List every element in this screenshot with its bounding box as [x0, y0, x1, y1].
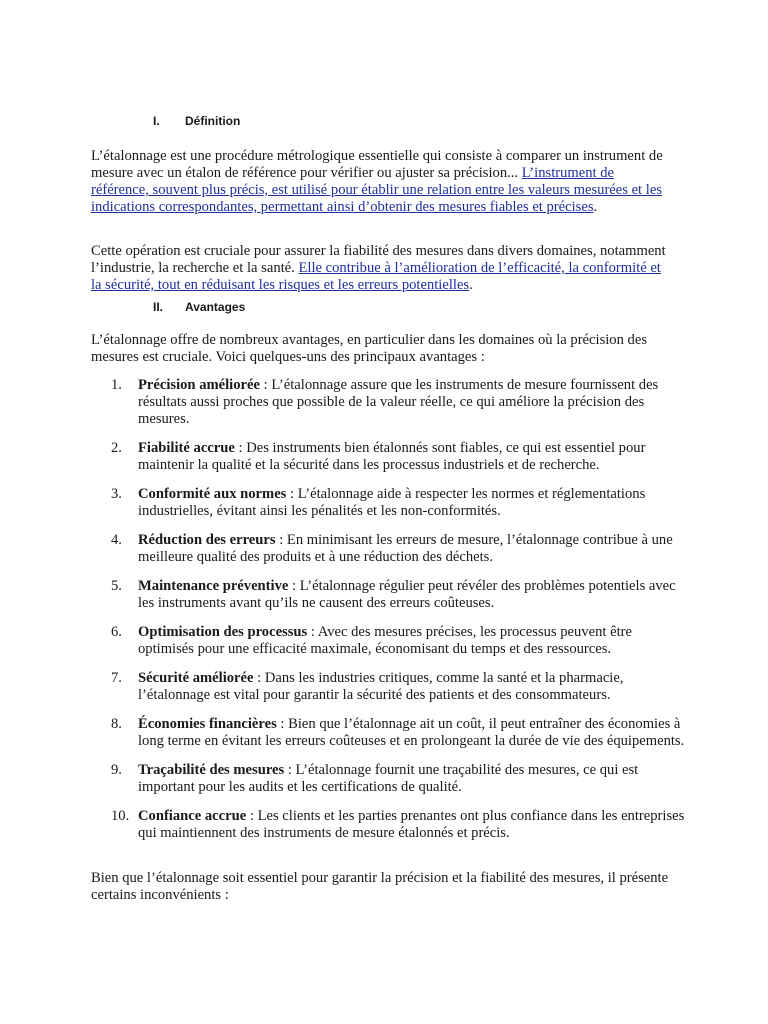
hyperlink-text[interactable]: Elle contribue à l’amélioration de l’efficacité, la conformité et la sécurité, tout en réduisant les risques et les erreurs potentielles	[91, 260, 661, 293]
section-number: I.	[153, 114, 160, 128]
item-term: Optimisation des processus	[138, 624, 308, 640]
item-term: Réduction des erreurs	[138, 532, 276, 548]
list-item	[91, 670, 691, 704]
item-description: : Bien que l’étalonnage ait un coût, il peut entraîner des économies à long terme en évitant les erreurs coûteuses et en prolongeant la durée de vie des équipements.	[138, 716, 685, 749]
item-term: Sécurité améliorée	[138, 670, 254, 686]
definition-paragraph-2	[91, 243, 671, 294]
item-description: : L’étalonnage assure que les instruments de mesure fournissent des résultats aussi proches que possible de la valeur réelle, ce qui améliore la précision des mesures.	[138, 377, 659, 427]
paragraph-end: .	[593, 199, 598, 215]
list-item	[91, 486, 691, 520]
item-description: : Dans les industries critiques, comme la santé et la pharmacie, l’étalonnage est vital pour garantir la sécurité des patients et des consommateurs.	[138, 670, 624, 703]
list-item	[91, 624, 691, 658]
advantages-list	[91, 377, 691, 854]
item-number: 1.	[111, 377, 122, 393]
item-term: Maintenance préventive	[138, 578, 289, 594]
item-term: Confiance accrue	[138, 808, 247, 824]
hyperlink-text[interactable]: L’instrument de référence, souvent plus précis, est utilisé pour établir une relation entre les valeurs mesurées et les indications correspondantes, permettant ainsi d’obtenir des mesures fiables et précises	[91, 165, 662, 215]
section-title: Avantages	[185, 300, 246, 314]
item-description: : En minimisant les erreurs de mesure, l’étalonnage contribue à une meilleure qualité des produits et à une réduction des déchets.	[138, 532, 673, 565]
item-number: 10.	[111, 808, 130, 824]
closing-paragraph: Bien que l’étalonnage soit essentiel pour garantir la précision et la fiabilité des mesures, il présente certains inconvénients :	[91, 870, 669, 903]
item-description: : Les clients et les parties prenantes ont plus confiance dans les entreprises qui maintiennent des instruments de mesure étalonnés et précis.	[138, 808, 685, 841]
section-number: II.	[153, 300, 164, 314]
item-number: 9.	[111, 762, 122, 778]
item-number: 7.	[111, 670, 122, 686]
item-term: Traçabilité des mesures	[138, 762, 285, 778]
list-item	[91, 377, 691, 428]
item-term: Fiabilité accrue	[138, 440, 235, 456]
advantages-intro: L’étalonnage offre de nombreux avantages, en particulier dans les domaines où la précision des mesures est cruciale. Voici quelques-uns des principaux avantages :	[91, 332, 647, 365]
item-number: 8.	[111, 716, 122, 732]
item-description: : Avec des mesures précises, les processus peuvent être optimisés pour une efficacité maximale, économisant du temps et des ressources.	[138, 624, 632, 657]
list-item	[91, 578, 691, 612]
item-term: Conformité aux normes	[138, 486, 287, 502]
paragraph-text: Cette opération est cruciale pour assurer la fiabilité des mesures dans divers domaines, notamment l’industrie, la recherche et la santé.	[91, 243, 666, 276]
item-description: : L’étalonnage régulier peut révéler des problèmes potentiels avec les instruments avant qu’ils ne causent des erreurs coûteuses.	[138, 578, 676, 611]
item-term: Précision améliorée	[138, 377, 260, 393]
item-number: 4.	[111, 532, 122, 548]
list-item	[91, 440, 691, 474]
item-term: Économies financières	[138, 716, 277, 732]
definition-paragraph-1	[91, 148, 671, 216]
list-item	[91, 716, 691, 750]
list-item	[91, 762, 691, 796]
item-number: 5.	[111, 578, 122, 594]
section-heading-definition	[153, 114, 240, 128]
section-heading-avantages	[153, 300, 245, 314]
item-number: 3.	[111, 486, 122, 502]
list-item	[91, 808, 691, 842]
list-item	[91, 532, 691, 566]
item-number: 2.	[111, 440, 122, 456]
item-number: 6.	[111, 624, 122, 640]
section-title: Définition	[185, 114, 241, 128]
item-description: : L’étalonnage aide à respecter les normes et réglementations industrielles, évitant ainsi les pénalités et les non-conformités.	[138, 486, 646, 519]
item-description: : Des instruments bien étalonnés sont fiables, ce qui est essentiel pour maintenir la qualité et la sécurité dans les processus industriels et de recherche.	[138, 440, 646, 473]
item-description: : L’étalonnage fournit une traçabilité des mesures, ce qui est important pour les audits et les certifications de qualité.	[138, 762, 639, 795]
paragraph-end: .	[469, 277, 473, 293]
paragraph-text: L’étalonnage est une procédure métrologique essentielle qui consiste à comparer un instrument de mesure avec un étalon de référence pour vérifier ou ajuster sa précision...	[91, 148, 663, 181]
